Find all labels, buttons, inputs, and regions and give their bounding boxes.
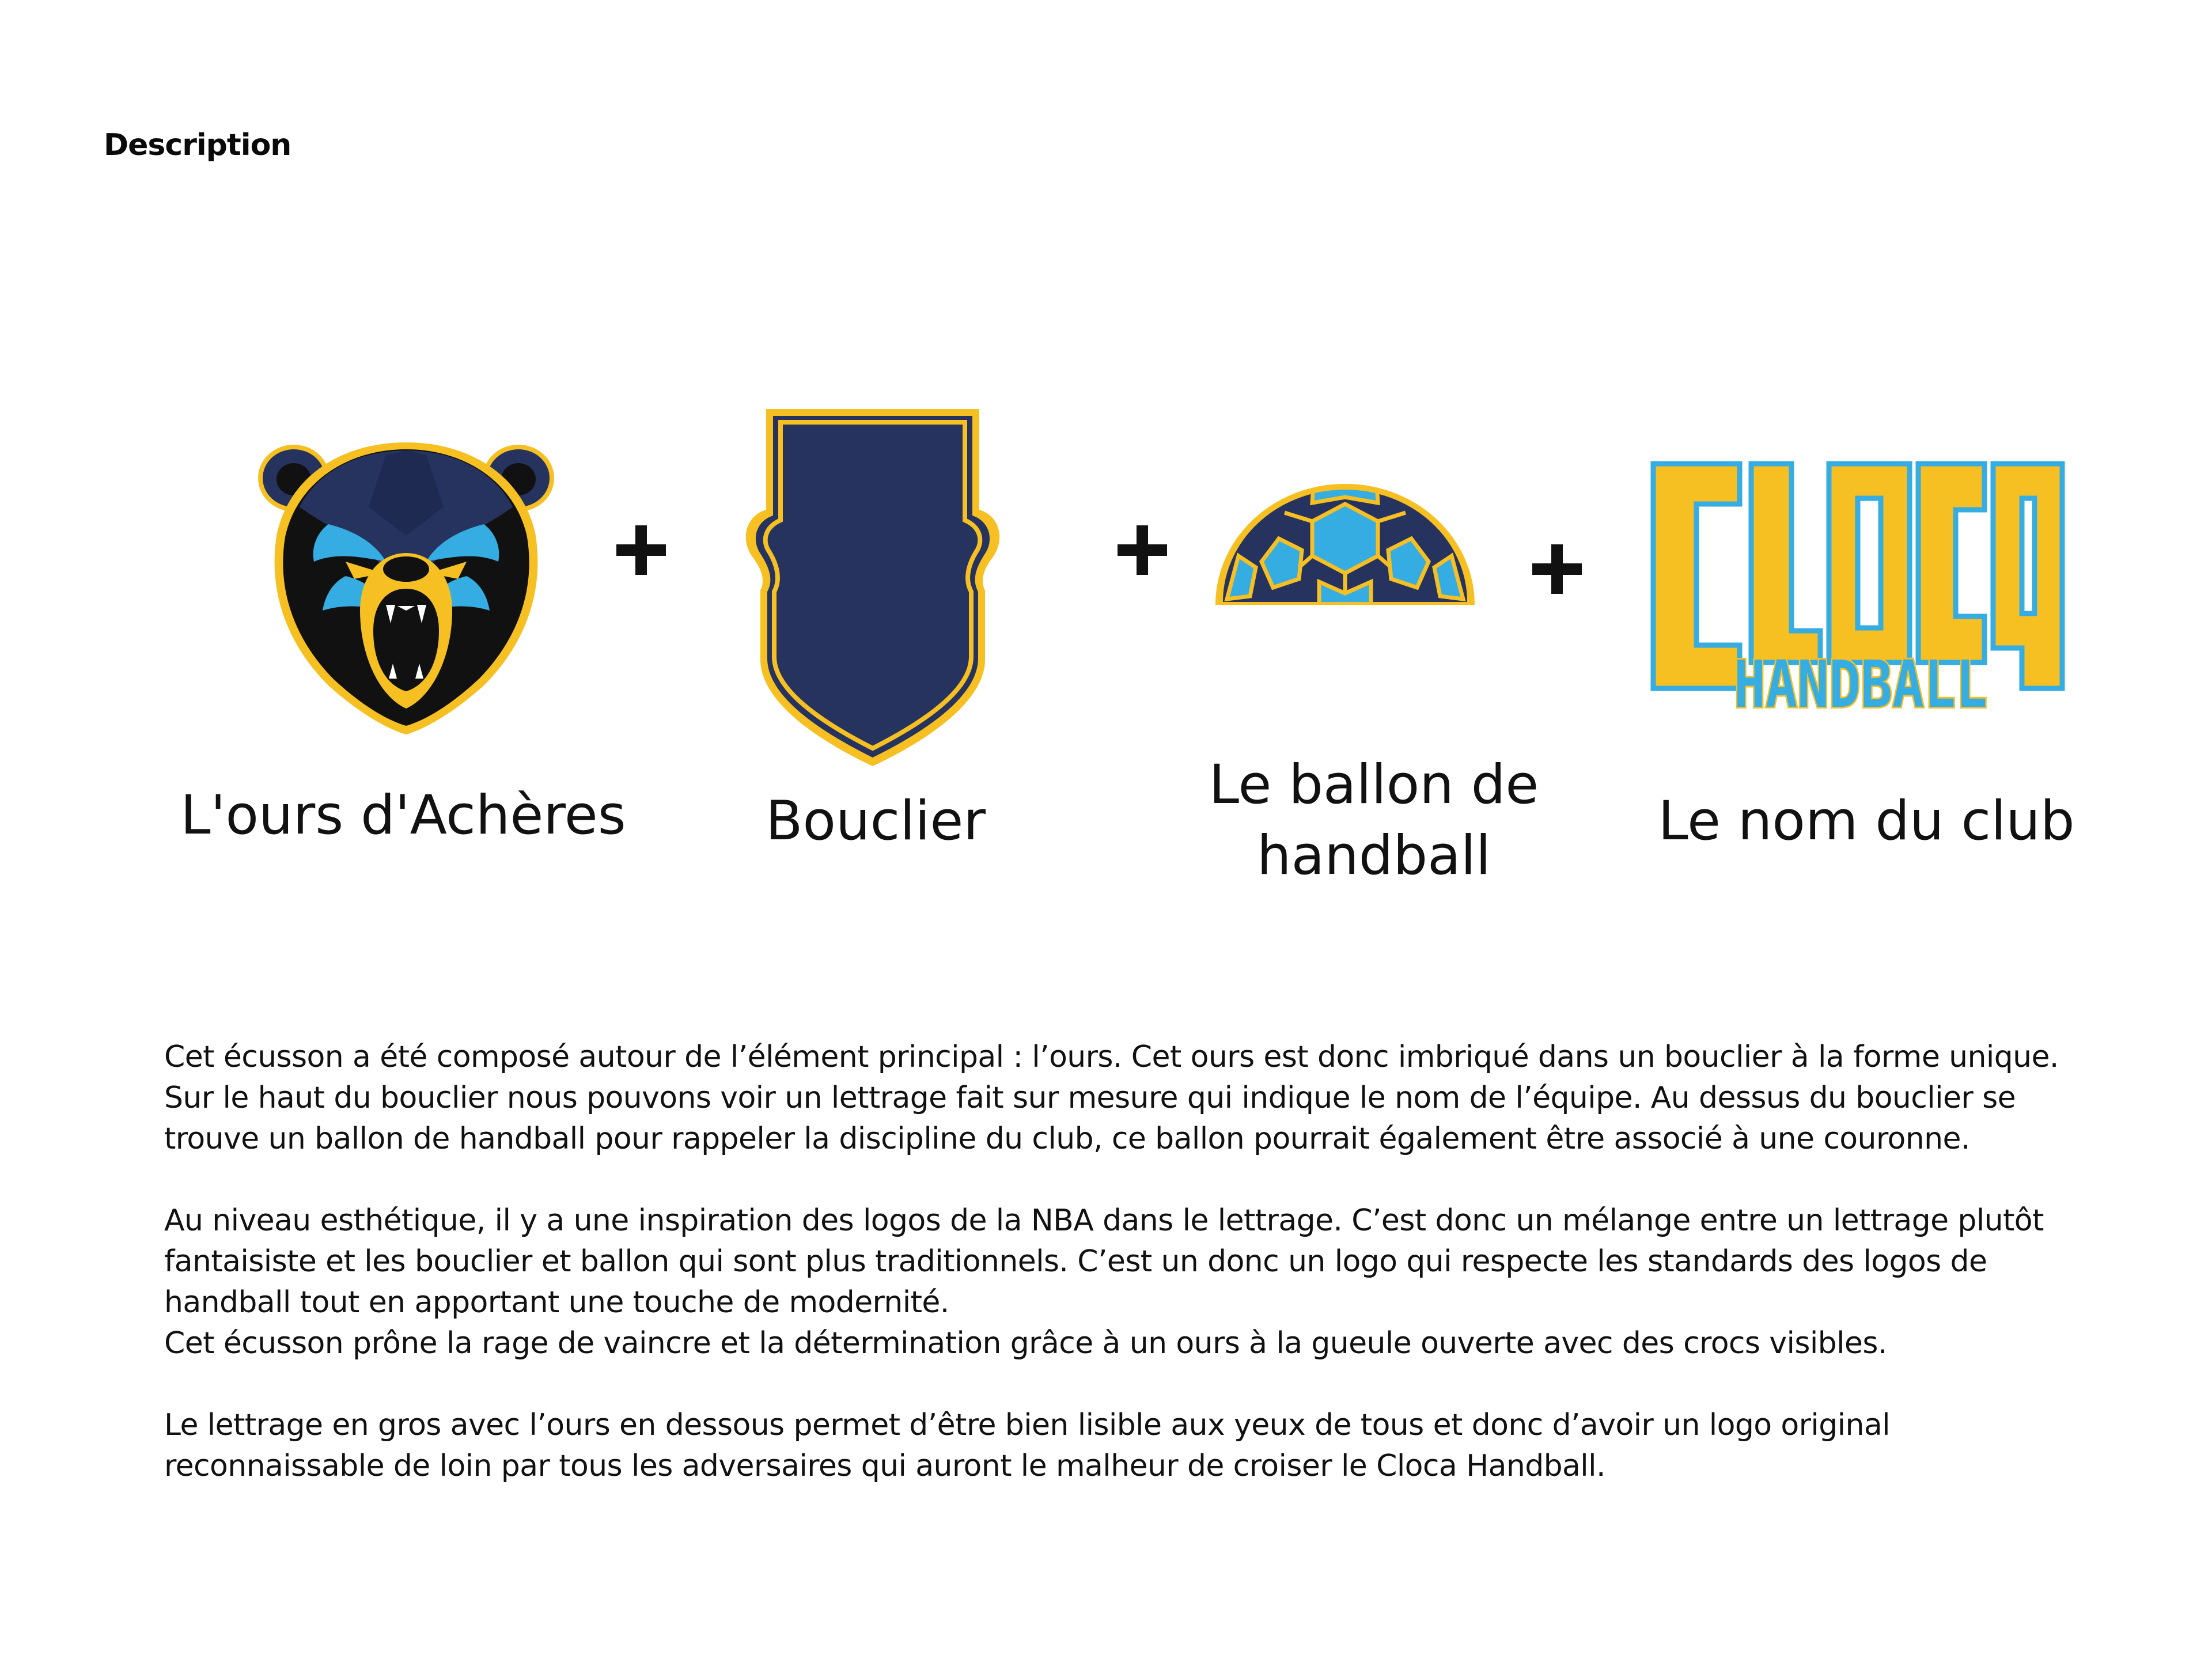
plus-icon — [1118, 525, 1167, 575]
caption-ball-line2: handball — [1257, 824, 1491, 887]
description-paragraph: Le lettrage en gros avec l’ours en dessous permet d’être bien lisible aux yeux de tous et donc d’avoir un logo original reconnaissable de loin par tous les adversaires qui auront le malheur de croiser le Cloca Handball. — [164, 1408, 1890, 1483]
club-logo-subtitle: HANDBALL — [1734, 647, 1987, 717]
caption-bear: L'ours d'Achères — [180, 784, 626, 847]
plus-icon — [1532, 544, 1582, 594]
description-paragraph: Au niveau esthétique, il y a une inspiration des logos de la NBA dans le lettrage. C’est donc un mélange entre un lettrage plutôt fantaisiste et les bouclier et ballon qui sont plus traditionnels. C’est un donc un logo qui respecte les standards des logos de handball tout en apportant une touche de modernité. — [164, 1203, 2044, 1320]
description-body — [164, 1037, 2094, 1528]
shield-icon — [743, 406, 1002, 769]
caption-ball-line1: Le ballon de — [1209, 753, 1539, 816]
description-paragraph: Cet écusson a été composé autour de l’élément principal : l’ours. Cet ours est donc imbriqué dans un bouclier à la forme unique. Sur le haut du bouclier nous pouvons voir un lettrage fait sur mesure qui indique le nom de l’équipe. Au dessus du bouclier se trouve un ballon de handball pour rappeler la discipline du club, ce ballon pourrait également être associé à une couronne. — [164, 1040, 2059, 1156]
bear-head-icon — [253, 438, 559, 737]
page-heading: Description — [104, 128, 291, 162]
description-paragraph: Cet écusson prône la rage de vaincre et la détermination grâce à un ours à la gueule ouverte avec des crocs visibles. — [164, 1326, 1887, 1361]
plus-icon — [616, 525, 666, 575]
caption-club-name: Le nom du club — [1658, 790, 2075, 853]
club-name-logo — [1647, 458, 2068, 717]
caption-shield: Bouclier — [766, 790, 986, 853]
handball-icon — [1215, 481, 1475, 605]
